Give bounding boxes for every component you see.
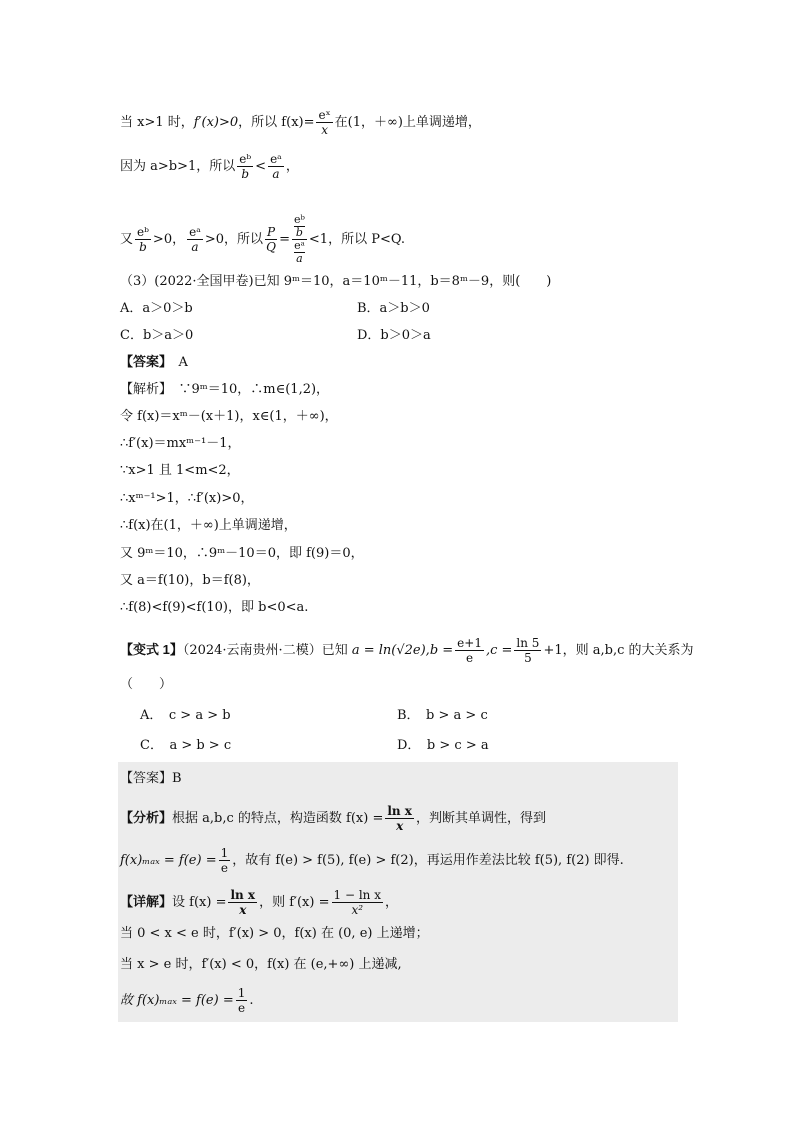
answer-value: A (178, 355, 188, 370)
text: < (255, 159, 267, 174)
fraction-numerator: ln x (230, 888, 256, 902)
text: f(x)ₘₐₓ = f(e) = (120, 853, 217, 868)
solution-line: ∴f(x)在(1，＋∞)上单调递增， (120, 518, 297, 533)
text: 根据 a,b,c 的特点，构造函数 f(x) = (172, 811, 384, 826)
text: +1 (543, 643, 563, 658)
text: . (249, 993, 254, 1008)
text: 又 (120, 232, 134, 247)
text: 当 x>1 时， (120, 115, 194, 130)
inner-fraction (294, 214, 305, 239)
fraction (455, 636, 484, 665)
text: a = ln(√2e), (351, 643, 430, 658)
fraction (228, 888, 257, 917)
fraction-numerator: e+1 (457, 636, 482, 650)
fraction-numerator: eᵃ (270, 152, 282, 166)
detail-line-3: 当 x > e 时，f′(x) < 0，f(x) 在 (e,+∞) 上递减, (120, 957, 402, 972)
variant-paren: （ ） (120, 677, 173, 692)
text: = (279, 232, 290, 247)
text: b = (429, 643, 454, 658)
solution-line: 令 f(x)＝xᵐ－(x＋1)，x∈(1，＋∞)， (120, 409, 338, 424)
fraction (268, 152, 284, 181)
analysis-label: 【分析】 (120, 811, 173, 826)
variant-option-a: A． c > a > b (140, 708, 231, 723)
fraction-denominator: x² (351, 903, 364, 917)
nested-fraction (292, 214, 307, 265)
fraction-denominator: x (321, 123, 328, 137)
fraction-numerator: 1 − ln x (333, 888, 381, 902)
fraction-numerator: P (267, 225, 276, 239)
variant-option-c: C． a > b > c (140, 738, 232, 753)
text-line-3 (120, 214, 405, 265)
text: eᵃ (294, 239, 305, 252)
fraction-denominator: x (239, 903, 247, 917)
question-3: （3）(2022·全国甲卷)已知 9ᵐ＝10，a＝10ᵐ－11，b＝8ᵐ－9，则( ) (120, 274, 552, 289)
solution-line: ∵x>1 且 1<m<2， (120, 463, 240, 478)
fraction-denominator: b (241, 167, 250, 181)
detail-line-2: 当 0 < x < e 时，f′(x) > 0，f(x) 在 (0, e) 上递增； (120, 926, 429, 941)
detail-line-1 (120, 888, 398, 917)
fraction (316, 108, 332, 137)
option-a: A．a＞0＞b (120, 301, 193, 316)
variant-option-d: D． b > c > a (397, 738, 489, 753)
text: ，故有 f(e) > f(5), f(e) > f(2)，再运用作差法比较 f(5), f(2) 即得. (232, 853, 624, 868)
text: ，则 a,b,c 的大关系为 (562, 643, 694, 658)
fraction-numerator: 1 (220, 846, 229, 860)
fraction-numerator: eˣ (318, 108, 331, 122)
variant-label: 【变式 1】 (120, 642, 183, 657)
answer-line (120, 354, 188, 372)
fraction-denominator: Q (266, 240, 276, 254)
fraction-denominator: b (139, 240, 147, 254)
inner-fraction (294, 240, 305, 265)
option-d: D．b＞0＞a (357, 328, 431, 343)
solution-line: ∴f′(x)＝mxᵐ⁻¹－1， (120, 436, 241, 451)
text: eᵇ (293, 213, 305, 226)
solution-line: 【解析】 ∵9ᵐ＝10，∴m∈(1,2)， (120, 382, 330, 397)
text: <1，所以 P<Q. (308, 232, 405, 247)
text: >0，所以 (204, 232, 263, 247)
detail-label: 【详解】 (120, 895, 173, 910)
fraction-denominator: a (272, 167, 280, 181)
text: b (295, 226, 303, 239)
fraction (385, 804, 414, 833)
fraction-numerator: ln x (387, 804, 412, 818)
solution-line: 又 a＝f(10)，b＝f(8)， (120, 573, 260, 588)
solution-line: ∴f(8)<f(9)<f(10)，即 b<0<a. (120, 600, 309, 615)
text: ,c = (485, 643, 513, 658)
text: 因为 a>b>1，所以 (120, 159, 236, 174)
fraction-numerator: eᵇ (137, 225, 149, 239)
fraction-denominator: 5 (524, 651, 532, 665)
variant-option-b: B． b > a > c (397, 708, 488, 723)
option-b: B．a＞b＞0 (357, 301, 430, 316)
text: ， (384, 895, 398, 910)
text: ，则 f′(x) = (259, 895, 330, 910)
fraction (219, 846, 231, 875)
fraction (236, 986, 248, 1015)
fraction-denominator: e (220, 861, 228, 875)
analysis-line-2 (120, 846, 624, 875)
text: （2024·云南贵州·二模）已知 (182, 643, 348, 658)
analysis-line-1 (120, 804, 546, 833)
text: ，判断其单调性，得到 (415, 811, 546, 826)
solution-line: 又 9ᵐ＝10，∴9ᵐ－10＝0，即 f(9)＝0， (120, 546, 364, 561)
fraction-denominator: e (237, 1001, 246, 1015)
option-c: C．b＞a＞0 (120, 328, 194, 343)
fraction (135, 225, 151, 254)
text: a (296, 252, 303, 265)
fraction-denominator: x (396, 819, 404, 833)
fraction (237, 152, 253, 181)
text-line-1 (120, 108, 481, 137)
text: 故 f(x)ₘₐₓ = f(e) = (120, 993, 234, 1008)
variant-answer: 【答案】B (120, 771, 182, 786)
text-line-2 (120, 152, 299, 181)
fraction-numerator: eᵃ (189, 225, 201, 239)
text: 在(1，＋∞)上单调递增， (334, 115, 481, 130)
solution-line: ∴xᵐ⁻¹>1，∴f′(x)>0， (120, 491, 254, 506)
answer-label: 【答案】 (120, 355, 166, 370)
fraction-denominator: a (191, 240, 199, 254)
text: f′(x)>0 (193, 115, 239, 130)
fraction-numerator: ln 5 (516, 636, 540, 650)
variant-question (120, 636, 694, 665)
fraction-numerator: eᵇ (239, 152, 252, 166)
fraction (187, 225, 203, 254)
text: >0， (152, 232, 186, 247)
fraction (514, 636, 541, 665)
detail-line-4 (120, 986, 254, 1015)
text: ，所以 f(x)= (238, 115, 315, 130)
fraction-numerator: 1 (237, 986, 246, 1000)
text: 设 f(x) = (172, 895, 227, 910)
fraction-denominator: e (466, 651, 474, 665)
text: ， (285, 159, 299, 174)
fraction (332, 888, 383, 917)
fraction (265, 225, 277, 254)
